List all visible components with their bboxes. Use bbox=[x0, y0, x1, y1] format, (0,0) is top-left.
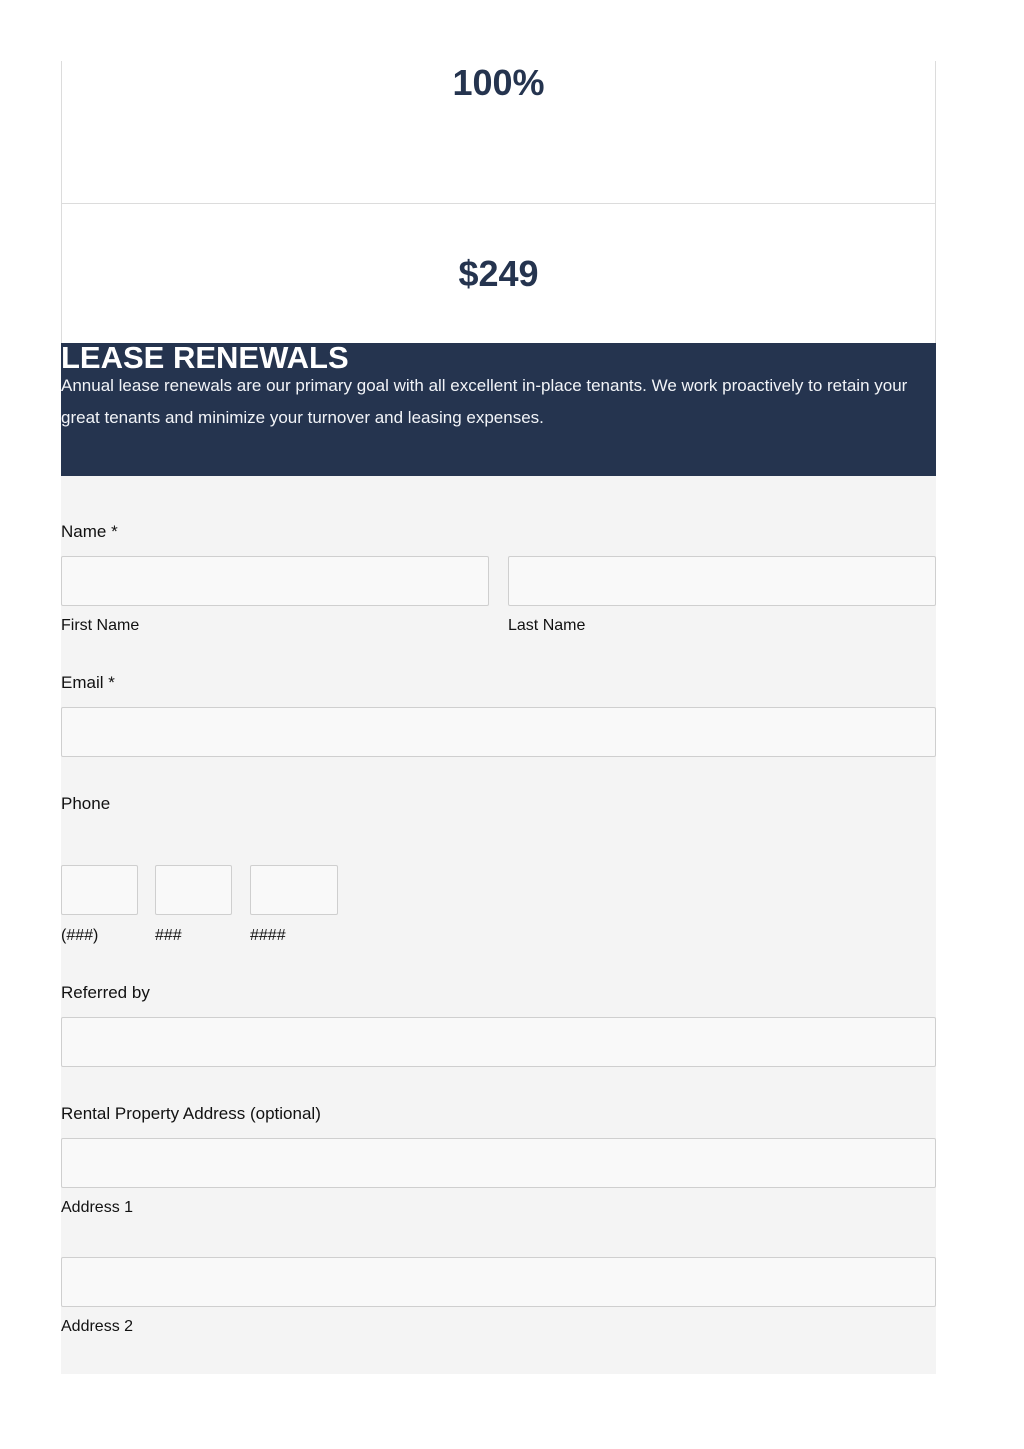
phone-area-code-sublabel: (###) bbox=[61, 927, 99, 944]
address-2-sublabel: Address 2 bbox=[61, 1318, 134, 1335]
lease-renewals-banner bbox=[61, 340, 936, 476]
stat-value-percentage: 100% bbox=[452, 62, 545, 103]
first-name-input[interactable] bbox=[61, 556, 489, 606]
last-name-sublabel: Last Name bbox=[508, 617, 586, 634]
last-name-input[interactable] bbox=[508, 556, 936, 606]
phone-prefix-input[interactable] bbox=[155, 865, 232, 915]
first-name-sublabel: First Name bbox=[61, 617, 140, 634]
stat-card-percentage bbox=[61, 61, 936, 204]
phone-area-code-input[interactable] bbox=[61, 865, 138, 915]
referred-by-label: Referred by bbox=[61, 983, 150, 1002]
contact-form bbox=[61, 476, 936, 1374]
email-label: Email * bbox=[61, 673, 115, 692]
referred-by-input[interactable] bbox=[61, 1017, 936, 1067]
stat-card-price bbox=[61, 204, 936, 343]
phone-line-number-sublabel: #### bbox=[250, 927, 286, 944]
address-1-input[interactable] bbox=[61, 1138, 936, 1188]
address-1-sublabel: Address 1 bbox=[61, 1199, 134, 1216]
address-label: Rental Property Address (optional) bbox=[61, 1104, 321, 1123]
name-label: Name * bbox=[61, 522, 118, 541]
section-title: LEASE RENEWALS bbox=[61, 340, 349, 375]
phone-prefix-sublabel: ### bbox=[155, 927, 182, 944]
stat-value-price: $249 bbox=[458, 253, 539, 294]
phone-line-number-input[interactable] bbox=[250, 865, 338, 915]
section-description: Annual lease renewals are our primary goal with all excellent in-place tenants. We work proactively to retain your great tenants and minimize your turnover and leasing expenses. bbox=[61, 376, 908, 427]
address-2-input[interactable] bbox=[61, 1257, 936, 1307]
email-input[interactable] bbox=[61, 707, 936, 757]
phone-label: Phone bbox=[61, 794, 111, 813]
